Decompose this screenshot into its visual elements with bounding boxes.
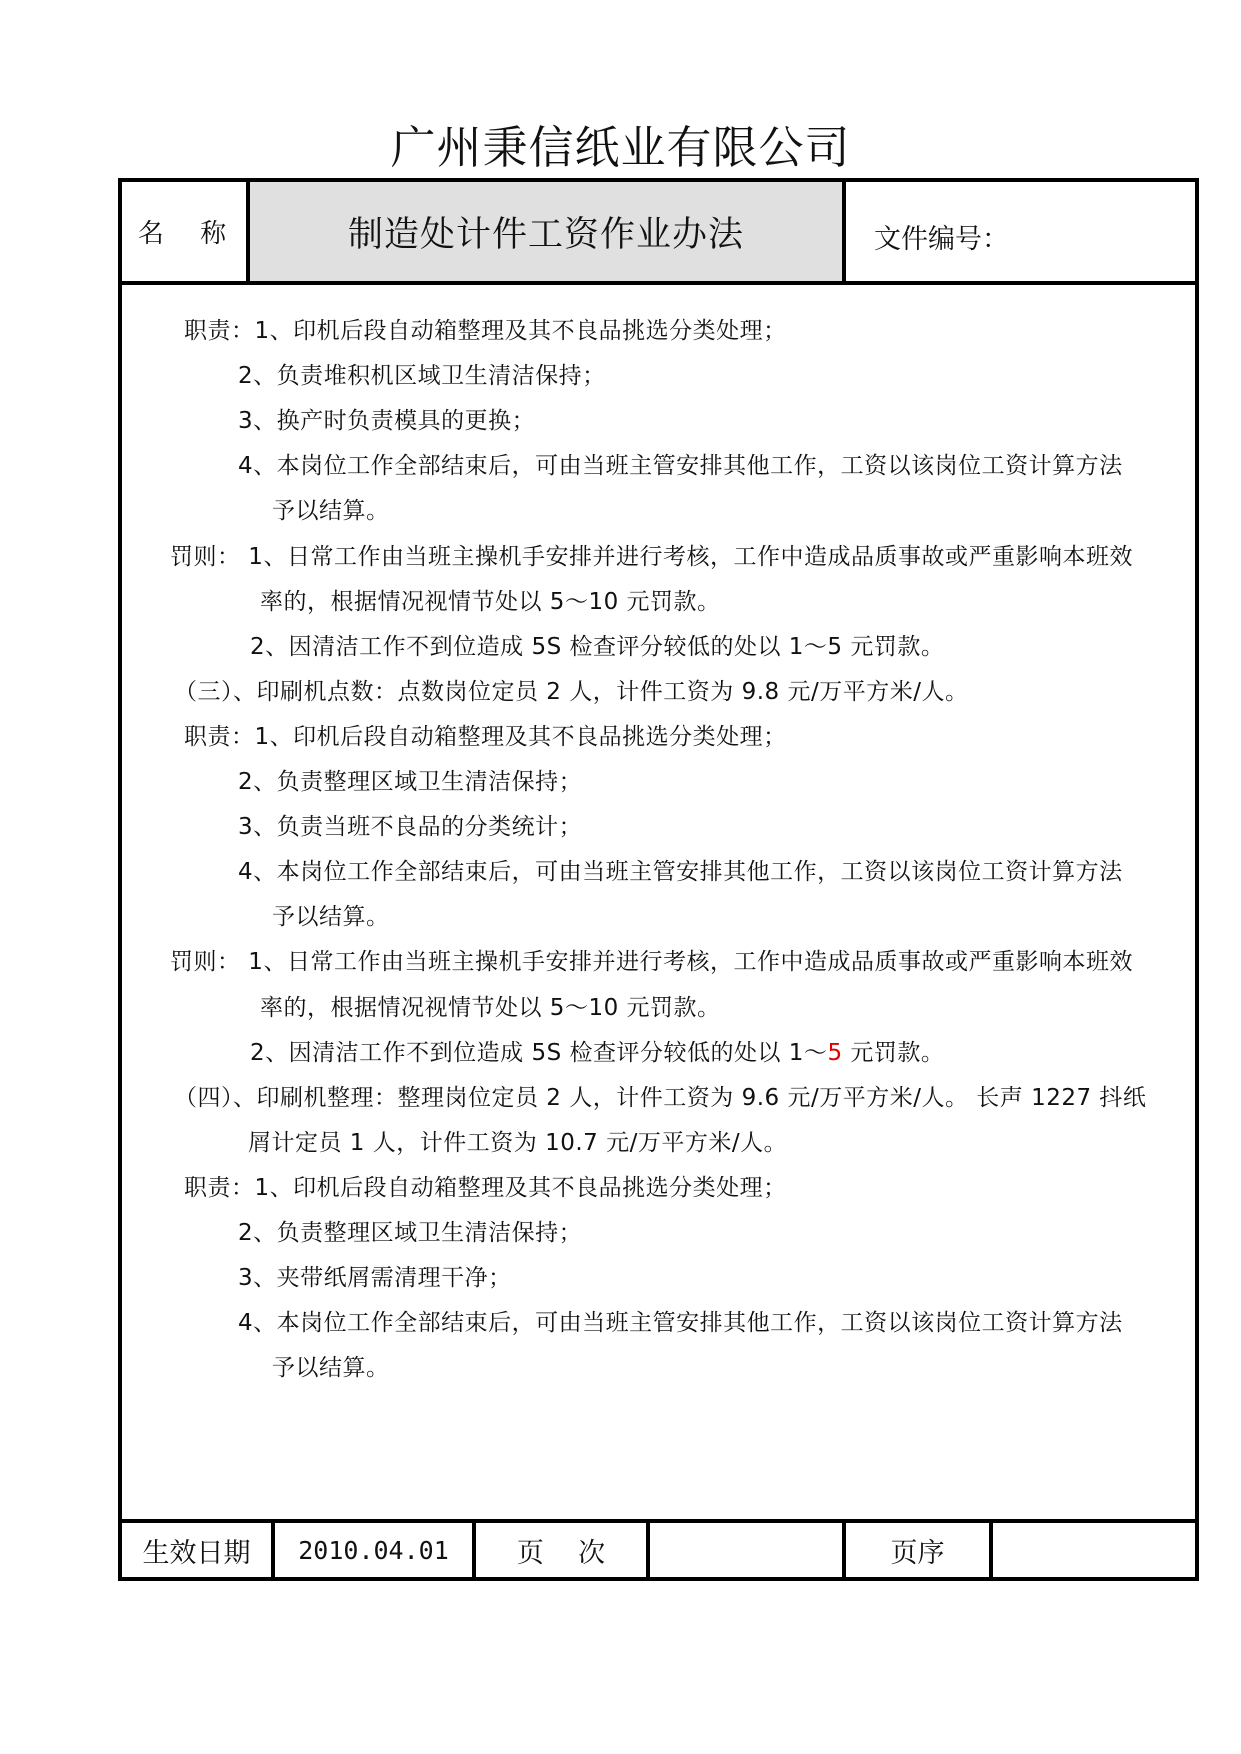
- header-row: [122, 182, 1195, 285]
- body-line: （四）、印刷机整理：整理岗位定员 2 人，计件工资为 9.6 元/万平方米/人。 长声 1227 抖纸: [174, 1084, 1147, 1111]
- body-line: 予以结算。: [272, 498, 390, 525]
- document-form: [118, 178, 1199, 1581]
- document-number-label: 文件编号：: [874, 224, 1009, 255]
- page-label: 页 次: [476, 1523, 650, 1577]
- body-line-text: 2、因清洁工作不到位造成 5S 检查评分较低的处以 1～: [250, 1039, 828, 1066]
- body-line: 予以结算。: [272, 904, 390, 931]
- effective-date-value: 2010.04.01: [275, 1523, 476, 1577]
- body-line: 4、本岗位工作全部结束后，可由当班主管安排其他工作，工资以该岗位工资计算方法: [238, 1310, 1123, 1337]
- body-line: 3、夹带纸屑需清理干净；: [238, 1265, 512, 1292]
- footer-row: [122, 1519, 1195, 1577]
- body-line: [250, 1037, 944, 1069]
- body-line: 屑计定员 1 人，计件工资为 10.7 元/万平方米/人。: [248, 1129, 788, 1156]
- body-line: 4、本岗位工作全部结束后，可由当班主管安排其他工作，工资以该岗位工资计算方法: [238, 859, 1123, 886]
- document-title: 制造处计件工资作业办法: [250, 182, 846, 281]
- page-value: [650, 1523, 846, 1577]
- body-line: 2、负责整理区域卫生清洁保持；: [238, 1220, 583, 1246]
- body-line-text: 元罚款。: [842, 1039, 945, 1066]
- body-line: 2、负责整理区域卫生清洁保持；: [238, 769, 583, 795]
- body-line: 3、换产时负责模具的更换；: [238, 408, 536, 435]
- body-line: 职责：1、印机后段自动箱整理及其不良品挑选分类处理；: [184, 1174, 787, 1201]
- body-line: （三）、印刷机点数：点数岗位定员 2 人，计件工资为 9.8 元/万平方米/人。: [174, 678, 969, 705]
- sequence-label: 页序: [846, 1523, 993, 1577]
- body-line: 予以结算。: [272, 1355, 390, 1382]
- highlighted-amount: 5: [827, 1039, 843, 1066]
- body-line: 2、负责堆积机区域卫生清洁保持；: [238, 363, 606, 390]
- sequence-value: [993, 1523, 1195, 1577]
- procedure-body: [122, 285, 1195, 1505]
- body-line: 职责：1、印机后段自动箱整理及其不良品挑选分类处理；: [184, 723, 787, 750]
- company-title: 广州秉信纸业有限公司: [390, 121, 851, 174]
- body-line: 3、负责当班不良品的分类统计；: [238, 814, 583, 841]
- body-line: 率的，根据情况视情节处以 5～10 元罚款。: [260, 994, 721, 1021]
- body-line: 率的，根据情况视情节处以 5～10 元罚款。: [260, 588, 721, 615]
- body-line: 罚则： 1、日常工作由当班主操机手安排并进行考核，工作中造成品质事故或严重影响本班效: [170, 543, 1133, 570]
- effective-date-label: 生效日期: [122, 1523, 275, 1577]
- body-line: 职责：1、印机后段自动箱整理及其不良品挑选分类处理；: [184, 318, 787, 344]
- body-line: 罚则： 1、日常工作由当班主操机手安排并进行考核，工作中造成品质事故或严重影响本班效: [170, 949, 1133, 976]
- name-label: 名 称: [122, 182, 250, 281]
- body-line: 4、本岗位工作全部结束后，可由当班主管安排其他工作，工资以该岗位工资计算方法: [238, 453, 1123, 480]
- body-line: 2、因清洁工作不到位造成 5S 检查评分较低的处以 1～5 元罚款。: [250, 633, 945, 660]
